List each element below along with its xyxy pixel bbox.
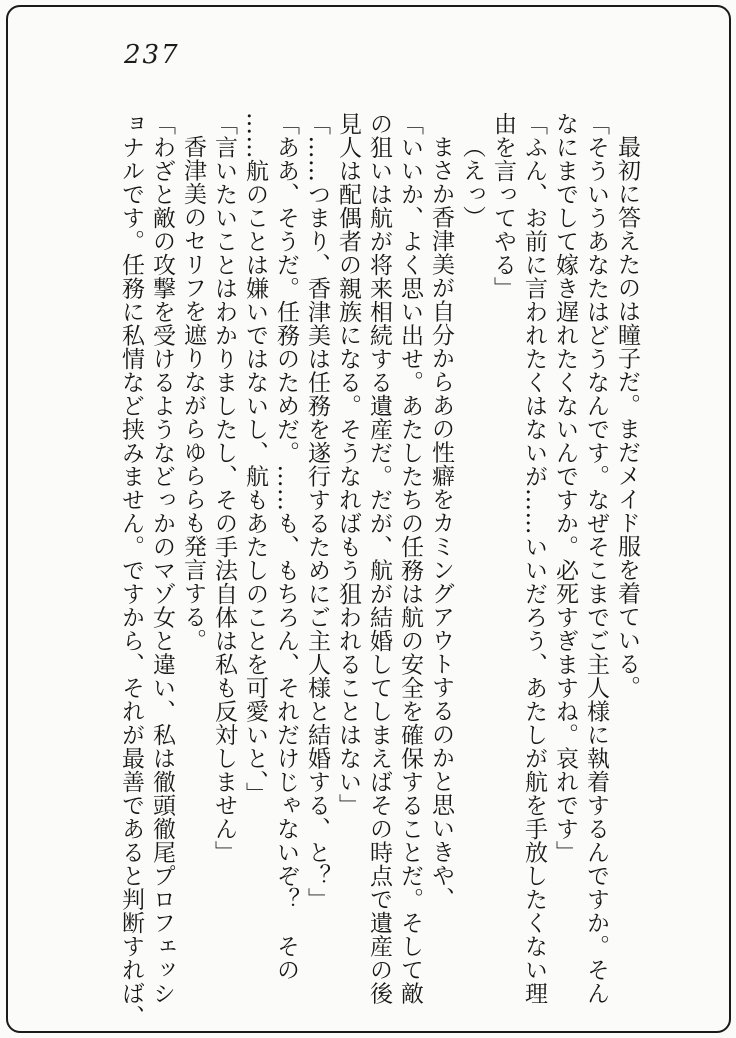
- text-column: 「ああ、そうだ。任務のためだ。……も、もちろん、それだけじゃないぞ？ その: [273, 112, 299, 982]
- text-column: ョナルです。任務に私情など挟みません。ですから、それが最善であると判断すれば、: [118, 112, 144, 1029]
- text-column: 「ふん、お前に言われたくはないが……いいだろう、あたしが航を手放したくない理: [521, 112, 547, 1005]
- text-column: 「……つまり、香津美は任務を遂行するためにご主人様と結婚する、と？」: [304, 112, 330, 911]
- text-column: なにまでして嫁き遅れたくないんですか。必死すぎますね。哀れです」: [552, 112, 578, 864]
- text-column: まさか香津美が自分からあの性癖をカミングアウトするのかと思いきや、: [428, 135, 454, 911]
- text-column: 「わざと敵の攻撃を受けるようなどっかのマゾ女と違い、私は徹頭徹尾プロフェッシ: [149, 112, 175, 1005]
- page-number: 237: [124, 40, 180, 70]
- text-block: [115, 112, 642, 1028]
- text-column: 「言いたいことはわかりましたし、その手法自体は私も反対しません」: [211, 112, 237, 864]
- text-column: （えっ）: [459, 135, 485, 229]
- text-column: 最初に答えたのは瞳子だ。まだメイド服を着ている。: [614, 135, 640, 699]
- text-column: 香津美のセリフを遮りながらゆららも発言する。: [180, 135, 206, 652]
- text-column: ……航のことは嫌いではないし、航もあたしのことを可愛いと、」: [242, 112, 268, 806]
- text-column: の狙いは航が将来相続する遺産だ。だが、航が結婚してしまえばその時点で遺産の後: [366, 112, 392, 1005]
- text-column: 「いいか、よく思い出せ。あたしたちの任務は航の安全を確保することだ。そして敵: [397, 112, 423, 1005]
- text-column: 見人は配偶者の親族になる。そうなればもう狙われることはない」: [335, 112, 361, 817]
- text-column: 由を言ってやる」: [490, 112, 516, 300]
- text-column: 「そういうあなたはどうなんです。なぜそこまでご主人様に執着するんですか。そん: [583, 112, 609, 1005]
